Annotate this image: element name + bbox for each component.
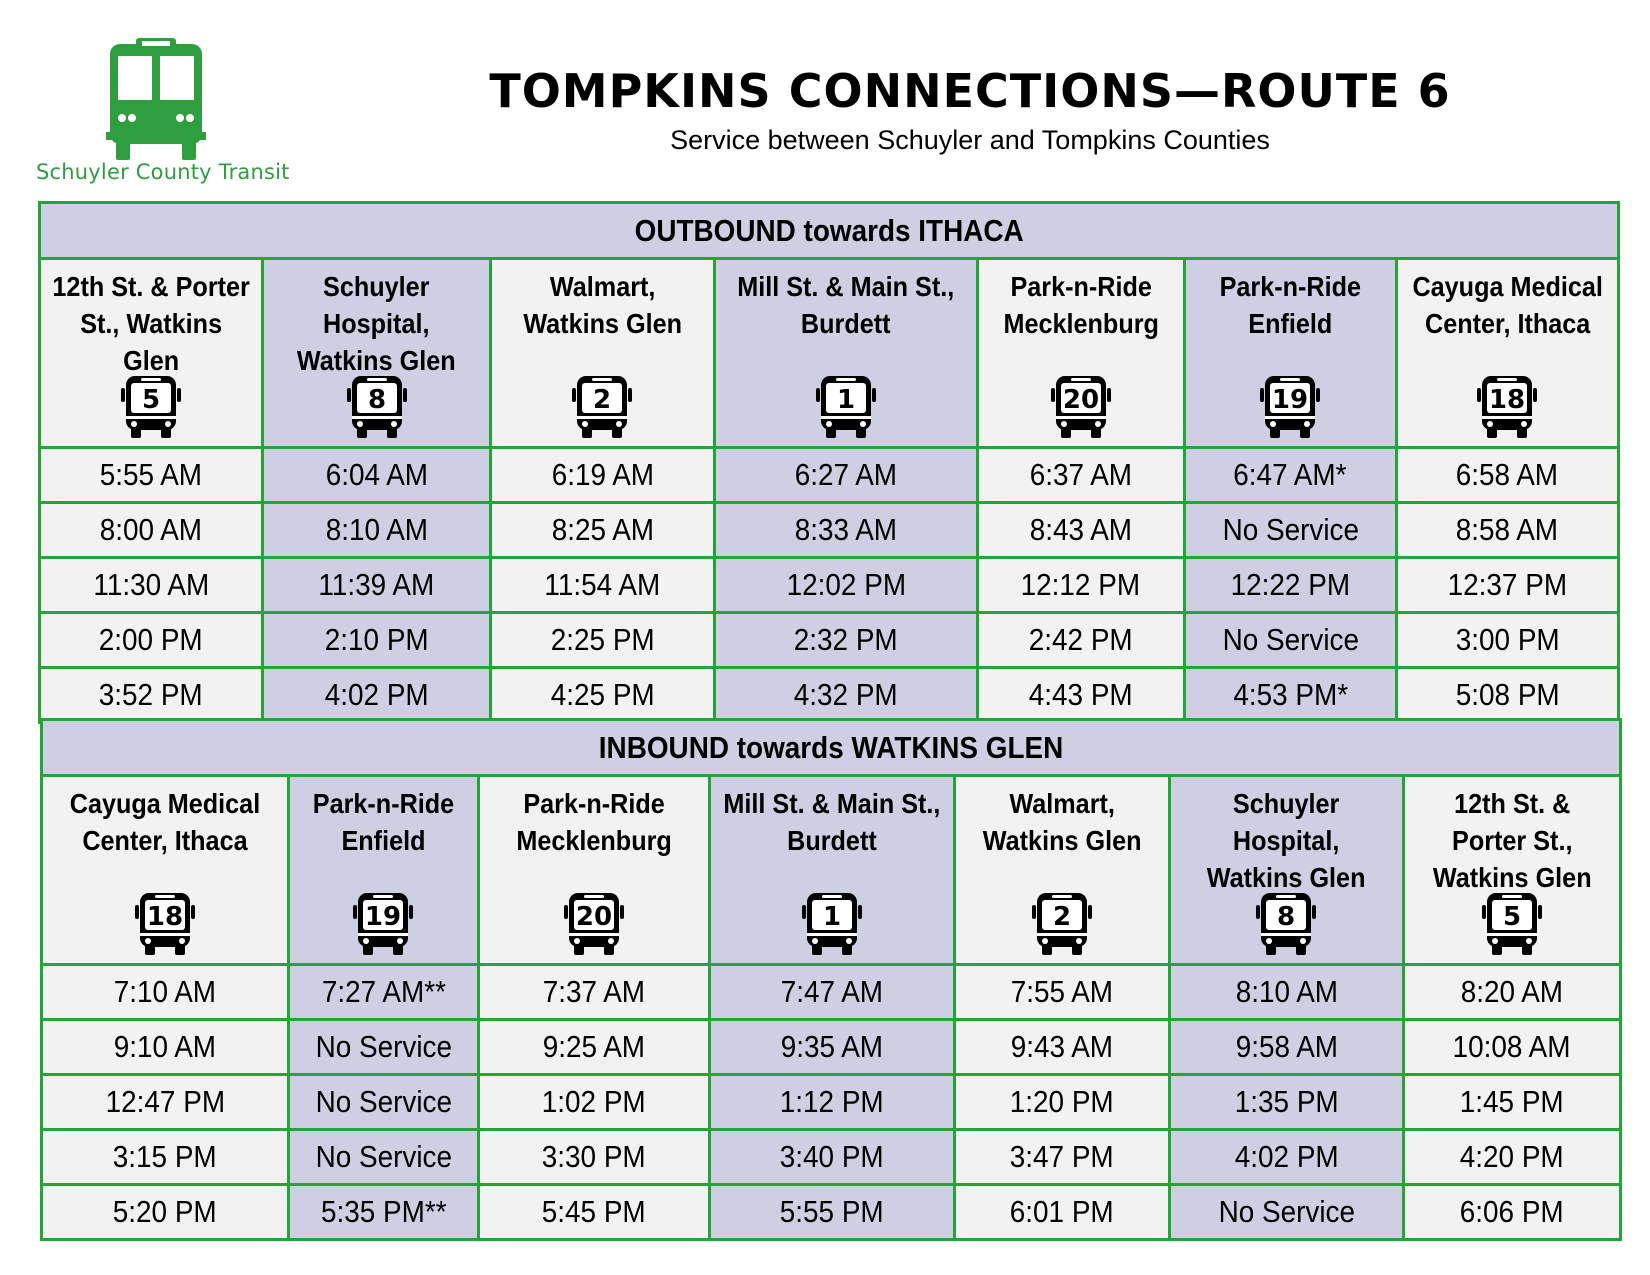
- stop-number: 20: [1062, 385, 1099, 415]
- time-cell: [1184, 668, 1396, 723]
- time-cell: [977, 558, 1184, 613]
- time-cell: [710, 1130, 955, 1185]
- departure-time: 12:22 PM: [1230, 567, 1351, 602]
- schedule-row: [40, 503, 1619, 558]
- departure-time: No Service: [315, 1029, 452, 1064]
- departure-time: No Service: [315, 1139, 452, 1174]
- departure-time: 6:19 AM: [551, 457, 654, 492]
- time-cell: [40, 503, 263, 558]
- time-cell: [1396, 448, 1618, 503]
- schedule-row: [40, 613, 1619, 668]
- time-cell: [490, 613, 714, 668]
- departure-time: 10:08 AM: [1452, 1029, 1571, 1064]
- departure-time: 3:15 PM: [113, 1139, 217, 1174]
- stop-header-cell: [1184, 259, 1396, 448]
- time-cell: [42, 1020, 289, 1075]
- time-cell: [490, 668, 714, 723]
- departure-time: 12:37 PM: [1447, 567, 1568, 602]
- stop-number: 18: [146, 902, 184, 932]
- stop-name: Mill St. & Main St., Burdett: [723, 788, 941, 856]
- departure-time: 4:02 PM: [1234, 1139, 1339, 1174]
- time-cell: [42, 1130, 289, 1185]
- time-cell: [977, 668, 1184, 723]
- time-cell: [1396, 503, 1618, 558]
- schedule-row: [42, 1075, 1621, 1130]
- inbound-schedule-table: [40, 718, 1622, 1241]
- departure-time: 4:25 PM: [550, 677, 655, 712]
- time-cell: [40, 448, 263, 503]
- bus-stop-icon: [1254, 891, 1318, 957]
- departure-time: 8:10 AM: [325, 512, 428, 547]
- time-cell: [710, 1075, 955, 1130]
- time-cell: [710, 1020, 955, 1075]
- time-cell: [478, 1130, 709, 1185]
- departure-time: 12:12 PM: [1021, 567, 1141, 602]
- time-cell: [263, 668, 491, 723]
- departure-time: 8:33 AM: [794, 512, 898, 547]
- time-cell: [478, 965, 709, 1020]
- stop-header-cell: [715, 259, 977, 448]
- time-cell: [977, 503, 1184, 558]
- departure-time: 1:35 PM: [1234, 1084, 1339, 1119]
- schedule-row: [40, 448, 1619, 503]
- bus-stop-icon: [800, 891, 864, 957]
- departure-time: 8:10 AM: [1235, 974, 1338, 1009]
- stop-name: Cayuga Medical Center, Ithaca: [69, 788, 261, 856]
- time-cell: [1396, 668, 1618, 723]
- stop-header-cell: [40, 259, 263, 448]
- departure-time: 5:45 PM: [542, 1194, 646, 1229]
- time-cell: [1184, 448, 1396, 503]
- time-cell: [715, 448, 977, 503]
- departure-time: 4:02 PM: [324, 677, 429, 712]
- departure-time: 4:53 PM*: [1232, 677, 1348, 712]
- departure-time: 9:43 AM: [1010, 1029, 1114, 1064]
- departure-time: 7:37 AM: [542, 974, 646, 1009]
- stop-header-cell: [288, 776, 478, 965]
- time-cell: [40, 558, 263, 613]
- departure-time: 3:00 PM: [1455, 622, 1560, 657]
- time-cell: [490, 558, 714, 613]
- time-cell: [954, 1185, 1169, 1240]
- time-cell: [1184, 613, 1396, 668]
- stop-header-cell: [478, 776, 709, 965]
- departure-time: 8:25 AM: [551, 512, 654, 547]
- bus-stop-icon: [345, 374, 409, 440]
- time-cell: [1170, 1075, 1403, 1130]
- schedule-row: [42, 1130, 1621, 1185]
- time-cell: [288, 1130, 478, 1185]
- departure-time: No Service: [1222, 622, 1359, 657]
- time-cell: [42, 965, 289, 1020]
- departure-time: 3:40 PM: [780, 1139, 884, 1174]
- time-cell: [1396, 613, 1618, 668]
- time-cell: [715, 503, 977, 558]
- time-cell: [977, 448, 1184, 503]
- departure-time: 6:37 AM: [1029, 457, 1132, 492]
- bus-stop-icon: [570, 374, 634, 440]
- stop-number: 5: [1502, 902, 1521, 932]
- departure-time: 8:58 AM: [1456, 512, 1559, 547]
- departure-time: 1:12 PM: [780, 1084, 884, 1119]
- departure-time: No Service: [1218, 1194, 1355, 1229]
- departure-time: 5:55 AM: [99, 457, 203, 492]
- departure-time: 9:10 AM: [113, 1029, 217, 1064]
- departure-time: 11:30 AM: [93, 567, 210, 602]
- bus-stop-icon: [1258, 374, 1322, 440]
- stop-name: Park-n-Ride Mecklenburg: [516, 788, 672, 856]
- schedule-row: [40, 668, 1619, 723]
- stop-name: 12th St. & Porter St., Watkins Glen: [52, 271, 250, 376]
- stop-number: 8: [1277, 902, 1296, 932]
- departure-time: 7:47 AM: [780, 974, 884, 1009]
- departure-time: 9:58 AM: [1235, 1029, 1338, 1064]
- time-cell: [1403, 1130, 1620, 1185]
- time-cell: [1170, 1185, 1403, 1240]
- outbound-heading: OUTBOUND towards ITHACA: [40, 203, 1619, 259]
- departure-time: 3:30 PM: [542, 1139, 646, 1174]
- bus-stop-icon: [1480, 891, 1544, 957]
- time-cell: [954, 1020, 1169, 1075]
- departure-time: 1:02 PM: [542, 1084, 646, 1119]
- stop-name: Park-n-Ride Mecklenburg: [1003, 271, 1159, 339]
- time-cell: [1403, 1185, 1620, 1240]
- departure-time: 7:55 AM: [1010, 974, 1114, 1009]
- time-cell: [42, 1075, 289, 1130]
- departure-time: 6:58 AM: [1456, 457, 1559, 492]
- time-cell: [478, 1075, 709, 1130]
- stop-header-cell: [42, 776, 289, 965]
- time-cell: [263, 558, 491, 613]
- departure-time: 4:20 PM: [1459, 1139, 1564, 1174]
- page-title: TOMPKINS CONNECTIONS—ROUTE 6: [489, 64, 1451, 118]
- schedule-row: [42, 1185, 1621, 1240]
- time-cell: [1184, 503, 1396, 558]
- stop-header-cell: [977, 259, 1184, 448]
- stop-number: 19: [365, 902, 402, 932]
- transit-logo: [36, 38, 290, 188]
- time-cell: [954, 1130, 1169, 1185]
- time-cell: [288, 965, 478, 1020]
- stop-header-cell: [1396, 259, 1618, 448]
- bus-stop-icon: [1030, 891, 1094, 957]
- time-cell: [288, 1185, 478, 1240]
- departure-time: 12:47 PM: [105, 1084, 225, 1119]
- time-cell: [1403, 1075, 1620, 1130]
- time-cell: [490, 448, 714, 503]
- stop-header-cell: [710, 776, 955, 965]
- time-cell: [715, 613, 977, 668]
- time-cell: [1170, 965, 1403, 1020]
- time-cell: [263, 503, 491, 558]
- time-cell: [954, 965, 1169, 1020]
- departure-time: No Service: [315, 1084, 452, 1119]
- stop-number: 2: [593, 385, 612, 415]
- page-subtitle: Service between Schuyler and Tompkins Counties: [670, 125, 1270, 155]
- stop-header-cell: [1170, 776, 1403, 965]
- time-cell: [715, 668, 977, 723]
- time-cell: [977, 613, 1184, 668]
- departure-time: 2:32 PM: [793, 622, 898, 657]
- departure-time: 8:20 AM: [1460, 974, 1563, 1009]
- departure-time: 3:47 PM: [1010, 1139, 1115, 1174]
- departure-time: 2:10 PM: [324, 622, 429, 657]
- departure-time: 5:08 PM: [1455, 677, 1560, 712]
- departure-time: 6:04 AM: [325, 457, 428, 492]
- stop-name: Park-n-Ride Enfield: [1219, 271, 1362, 339]
- time-cell: [1403, 965, 1620, 1020]
- stop-number: 1: [822, 902, 842, 932]
- time-cell: [40, 613, 263, 668]
- bus-stop-icon: [133, 891, 197, 957]
- bus-stop-icon: [1049, 374, 1113, 440]
- schedule-row: [42, 965, 1621, 1020]
- departure-time: 7:27 AM**: [321, 974, 446, 1009]
- outbound-schedule-table: [38, 201, 1620, 724]
- departure-time: 9:35 AM: [780, 1029, 884, 1064]
- time-cell: [1396, 558, 1618, 613]
- departure-time: 4:32 PM: [793, 677, 898, 712]
- stop-name: Cayuga Medical Center, Ithaca: [1412, 271, 1603, 339]
- stop-name: Mill St. & Main St., Burdett: [737, 271, 955, 339]
- departure-time: 5:35 PM**: [320, 1194, 447, 1229]
- departure-time: 11:54 AM: [544, 567, 661, 602]
- departure-time: 1:20 PM: [1010, 1084, 1115, 1119]
- departure-time: 8:43 AM: [1029, 512, 1132, 547]
- logo-caption: Schuyler County Transit: [36, 160, 290, 184]
- time-cell: [478, 1185, 709, 1240]
- departure-time: 5:55 PM: [780, 1194, 884, 1229]
- time-cell: [263, 613, 491, 668]
- time-cell: [1170, 1130, 1403, 1185]
- departure-time: 9:25 AM: [542, 1029, 646, 1064]
- stop-number: 2: [1053, 902, 1072, 932]
- stop-name: Schuyler Hospital, Watkins Glen: [1207, 788, 1366, 893]
- inbound-stops-row: [42, 776, 1621, 965]
- stop-name: Park-n-Ride Enfield: [312, 788, 455, 856]
- departure-time: 6:27 AM: [794, 457, 898, 492]
- departure-time: 8:00 AM: [99, 512, 203, 547]
- stop-number: 8: [367, 385, 386, 415]
- stop-number: 20: [575, 902, 613, 932]
- bus-logo-icon: [106, 38, 206, 162]
- time-cell: [263, 448, 491, 503]
- departure-time: 2:00 PM: [99, 622, 204, 657]
- departure-time: 11:39 AM: [318, 567, 435, 602]
- departure-time: 4:43 PM: [1028, 677, 1133, 712]
- stop-header-cell: [1403, 776, 1620, 965]
- departure-time: 5:20 PM: [113, 1194, 217, 1229]
- stop-name: 12th St. & Porter St., Watkins Glen: [1432, 788, 1592, 893]
- bus-stop-icon: [1475, 374, 1539, 440]
- stop-number: 5: [142, 385, 161, 415]
- departure-time: 2:42 PM: [1028, 622, 1133, 657]
- bus-stop-icon: [119, 374, 183, 440]
- time-cell: [288, 1075, 478, 1130]
- departure-time: 1:45 PM: [1459, 1084, 1564, 1119]
- stop-name: Walmart, Watkins Glen: [982, 788, 1142, 856]
- departure-time: 7:10 AM: [113, 974, 217, 1009]
- stop-name: Schuyler Hospital, Watkins Glen: [297, 271, 456, 376]
- outbound-stops-row: [40, 259, 1619, 448]
- time-cell: [1184, 558, 1396, 613]
- departure-time: 2:25 PM: [550, 622, 655, 657]
- departure-time: No Service: [1222, 512, 1359, 547]
- departure-time: 3:52 PM: [99, 677, 204, 712]
- time-cell: [478, 1020, 709, 1075]
- bus-stop-icon: [562, 891, 626, 957]
- time-cell: [715, 558, 977, 613]
- time-cell: [42, 1185, 289, 1240]
- departure-time: 6:06 PM: [1459, 1194, 1564, 1229]
- stop-name: Walmart, Watkins Glen: [523, 271, 682, 339]
- departure-time: 6:01 PM: [1010, 1194, 1115, 1229]
- stop-header-cell: [490, 259, 714, 448]
- time-cell: [1170, 1020, 1403, 1075]
- time-cell: [490, 503, 714, 558]
- stop-number: 19: [1272, 385, 1309, 415]
- stop-number: 1: [836, 385, 855, 415]
- time-cell: [40, 668, 263, 723]
- stop-header-cell: [263, 259, 491, 448]
- time-cell: [954, 1075, 1169, 1130]
- bus-stop-icon: [351, 891, 415, 957]
- time-cell: [710, 965, 955, 1020]
- schedule-row: [42, 1020, 1621, 1075]
- departure-time: 12:02 PM: [786, 567, 906, 602]
- time-cell: [1403, 1020, 1620, 1075]
- inbound-heading: INBOUND towards WATKINS GLEN: [42, 720, 1621, 776]
- bus-stop-icon: [814, 374, 878, 440]
- stop-header-cell: [954, 776, 1169, 965]
- schedule-row: [40, 558, 1619, 613]
- departure-time: 6:47 AM*: [1233, 457, 1347, 492]
- stop-number: 18: [1489, 385, 1526, 415]
- time-cell: [710, 1185, 955, 1240]
- time-cell: [288, 1020, 478, 1075]
